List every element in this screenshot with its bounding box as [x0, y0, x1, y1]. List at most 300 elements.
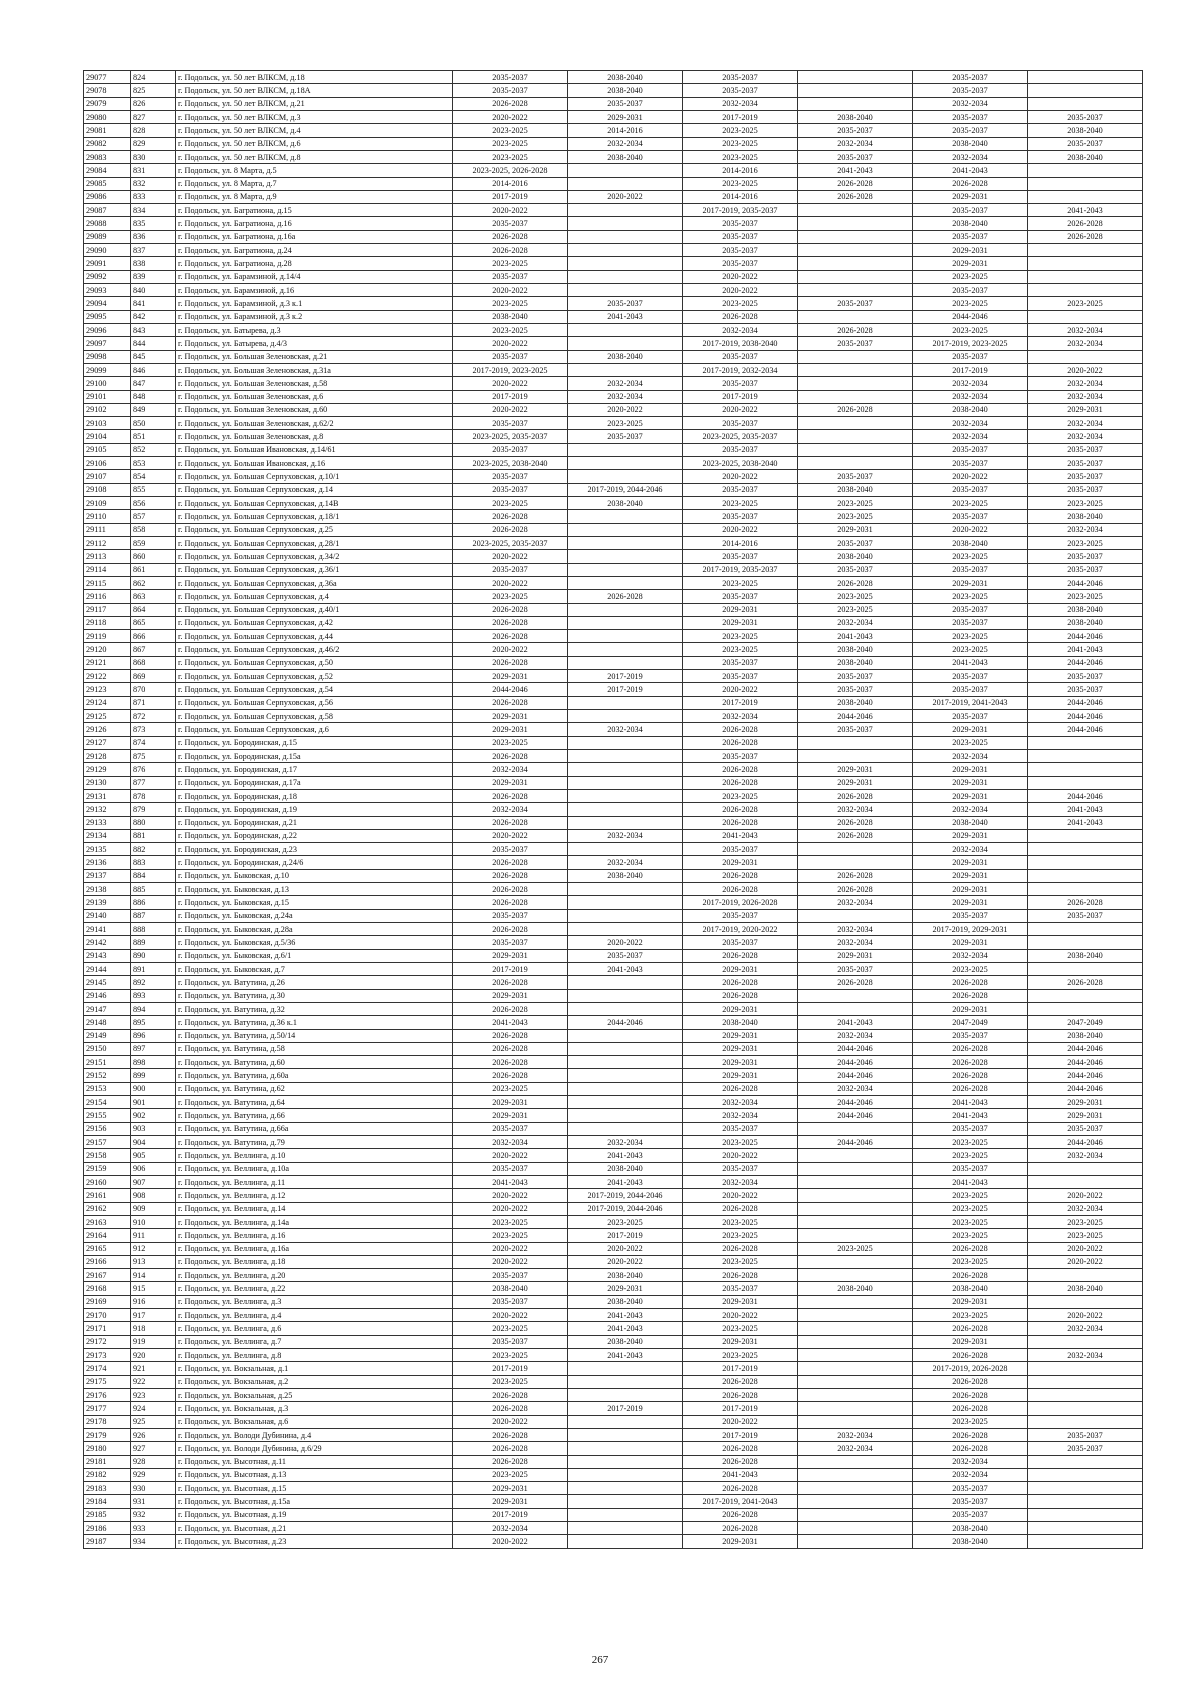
cell-period-5: 2035-2037 [913, 110, 1028, 123]
cell-period-1: 2038-2040 [453, 310, 568, 323]
cell-period-1: 2026-2028 [453, 616, 568, 629]
table-row [84, 164, 1143, 177]
cell-address: г. Подольск, ул. Ватутина, д.32 [176, 1002, 453, 1015]
cell-period-5: 2035-2037 [913, 616, 1028, 629]
table-row [84, 71, 1143, 84]
cell-period-5: 2035-2037 [913, 1482, 1028, 1495]
cell-period-6 [1028, 1508, 1143, 1521]
cell-address: г. Подольск, ул. Веллинга, д.4 [176, 1309, 453, 1322]
cell-address: г. Подольск, ул. Большая Ивановская, д.16 [176, 457, 453, 470]
cell-address: г. Подольск, ул. Барамзиной, д.14/4 [176, 270, 453, 283]
cell-period-3: 2017-2019, 2035-2037 [683, 204, 798, 217]
cell-period-1: 2026-2028 [453, 523, 568, 536]
cell-period-5: 2026-2028 [913, 1388, 1028, 1401]
cell-period-6: 2020-2022 [1028, 363, 1143, 376]
table-row [84, 403, 1143, 416]
cell-row-index: 29166 [84, 1255, 131, 1268]
cell-period-1: 2017-2019, 2023-2025 [453, 363, 568, 376]
cell-row-index: 29165 [84, 1242, 131, 1255]
table-row [84, 510, 1143, 523]
cell-period-2 [568, 1375, 683, 1388]
cell-period-3: 2026-2028 [683, 949, 798, 962]
cell-house-index: 868 [131, 656, 176, 669]
cell-period-1: 2029-2031 [453, 949, 568, 962]
cell-house-index: 900 [131, 1082, 176, 1095]
cell-period-5: 2035-2037 [913, 1029, 1028, 1042]
cell-address: г. Подольск, ул. Большая Серпуховская, д.18/1 [176, 510, 453, 523]
cell-period-5: 2020-2022 [913, 470, 1028, 483]
cell-period-3: 2020-2022 [683, 1309, 798, 1322]
cell-period-6 [1028, 1495, 1143, 1508]
cell-period-3: 2035-2037 [683, 670, 798, 683]
cell-house-index: 839 [131, 270, 176, 283]
cell-row-index: 29102 [84, 403, 131, 416]
cell-address: г. Подольск, ул. Веллинга, д.12 [176, 1189, 453, 1202]
cell-house-index: 837 [131, 244, 176, 257]
cell-address: г. Подольск, ул. Ватутина, д.30 [176, 989, 453, 1002]
cell-house-index: 877 [131, 776, 176, 789]
table-row [84, 1136, 1143, 1149]
cell-period-1: 2026-2028 [453, 976, 568, 989]
cell-period-3: 2017-2019 [683, 1428, 798, 1441]
cell-house-index: 892 [131, 976, 176, 989]
cell-period-6 [1028, 84, 1143, 97]
cell-house-index: 890 [131, 949, 176, 962]
cell-period-4: 2032-2034 [798, 896, 913, 909]
cell-row-index: 29119 [84, 630, 131, 643]
cell-period-2 [568, 803, 683, 816]
cell-period-2 [568, 923, 683, 936]
cell-row-index: 29118 [84, 616, 131, 629]
cell-period-2 [568, 1495, 683, 1508]
cell-period-1: 2041-2043 [453, 1016, 568, 1029]
cell-house-index: 933 [131, 1522, 176, 1535]
cell-period-6: 2035-2037 [1028, 1428, 1143, 1441]
cell-period-6 [1028, 1269, 1143, 1282]
cell-period-6: 2041-2043 [1028, 816, 1143, 829]
table-row [84, 457, 1143, 470]
cell-period-4 [798, 430, 913, 443]
cell-house-index: 858 [131, 523, 176, 536]
cell-period-6: 2020-2022 [1028, 1189, 1143, 1202]
cell-period-4: 2026-2028 [798, 789, 913, 802]
cell-period-2: 2041-2043 [568, 1309, 683, 1322]
cell-address: г. Подольск, ул. Веллинга, д.16а [176, 1242, 453, 1255]
cell-period-1: 2026-2028 [453, 1042, 568, 1055]
cell-period-6: 2041-2043 [1028, 803, 1143, 816]
cell-period-6: 2044-2046 [1028, 1136, 1143, 1149]
cell-row-index: 29141 [84, 923, 131, 936]
cell-period-2: 2041-2043 [568, 1349, 683, 1362]
table-row [84, 1349, 1143, 1362]
cell-period-4 [798, 230, 913, 243]
cell-period-4 [798, 270, 913, 283]
cell-address: г. Подольск, ул. Большая Серпуховская, д.6 [176, 723, 453, 736]
cell-period-6 [1028, 1468, 1143, 1481]
cell-period-2 [568, 883, 683, 896]
cell-house-index: 913 [131, 1255, 176, 1268]
cell-house-index: 895 [131, 1016, 176, 1029]
cell-house-index: 934 [131, 1535, 176, 1548]
cell-period-3: 2026-2028 [683, 1269, 798, 1282]
cell-period-2: 2017-2019 [568, 683, 683, 696]
cell-house-index: 928 [131, 1455, 176, 1468]
cell-house-index: 927 [131, 1442, 176, 1455]
cell-period-3: 2032-2034 [683, 1109, 798, 1122]
table-row [84, 909, 1143, 922]
cell-address: г. Подольск, ул. Большая Зеленовская, д.62/2 [176, 417, 453, 430]
cell-period-5: 2038-2040 [913, 137, 1028, 150]
cell-period-6: 2035-2037 [1028, 443, 1143, 456]
table-row [84, 204, 1143, 217]
cell-period-2: 2041-2043 [568, 1149, 683, 1162]
cell-address: г. Подольск, ул. Батырева, д.3 [176, 323, 453, 336]
cell-period-1: 2035-2037 [453, 1269, 568, 1282]
cell-house-index: 842 [131, 310, 176, 323]
cell-period-5: 2035-2037 [913, 443, 1028, 456]
cell-address: г. Подольск, ул. Большая Серпуховская, д.36/1 [176, 563, 453, 576]
cell-period-1: 2023-2025 [453, 137, 568, 150]
cell-period-3: 2023-2025 [683, 497, 798, 510]
cell-row-index: 29140 [84, 909, 131, 922]
cell-period-1: 2035-2037 [453, 417, 568, 430]
cell-period-6: 2035-2037 [1028, 1122, 1143, 1135]
cell-address: г. Подольск, ул. 50 лет ВЛКСМ, д.3 [176, 110, 453, 123]
cell-period-3: 2035-2037 [683, 510, 798, 523]
cell-period-2 [568, 177, 683, 190]
cell-period-1: 2032-2034 [453, 1522, 568, 1535]
cell-period-5: 2026-2028 [913, 1242, 1028, 1255]
cell-period-4: 2035-2037 [798, 536, 913, 549]
cell-row-index: 29174 [84, 1362, 131, 1375]
cell-period-5: 2035-2037 [913, 1162, 1028, 1175]
cell-period-4: 2044-2046 [798, 710, 913, 723]
cell-period-3: 2017-2019, 2032-2034 [683, 363, 798, 376]
cell-period-4: 2035-2037 [798, 962, 913, 975]
cell-period-2 [568, 749, 683, 762]
cell-period-6: 2020-2022 [1028, 1309, 1143, 1322]
cell-house-index: 832 [131, 177, 176, 190]
cell-period-5: 2035-2037 [913, 284, 1028, 297]
cell-house-index: 836 [131, 230, 176, 243]
cell-house-index: 829 [131, 137, 176, 150]
cell-period-5: 2035-2037 [913, 510, 1028, 523]
cell-house-index: 920 [131, 1349, 176, 1362]
table-row [84, 1202, 1143, 1215]
cell-period-4 [798, 1215, 913, 1228]
table-row [84, 1215, 1143, 1228]
cell-period-2 [568, 696, 683, 709]
cell-period-5: 2035-2037 [913, 230, 1028, 243]
cell-period-3: 2032-2034 [683, 323, 798, 336]
cell-house-index: 856 [131, 497, 176, 510]
table-row [84, 1508, 1143, 1521]
cell-address: г. Подольск, ул. Бородинская, д.17 [176, 763, 453, 776]
table-row [84, 749, 1143, 762]
cell-period-3: 2029-2031 [683, 856, 798, 869]
cell-period-6: 2044-2046 [1028, 1042, 1143, 1055]
cell-row-index: 29079 [84, 97, 131, 110]
cell-house-index: 854 [131, 470, 176, 483]
cell-row-index: 29156 [84, 1122, 131, 1135]
cell-row-index: 29131 [84, 789, 131, 802]
cell-house-index: 916 [131, 1295, 176, 1308]
cell-period-1: 2035-2037 [453, 71, 568, 84]
cell-period-5: 2029-2031 [913, 869, 1028, 882]
cell-period-6: 2023-2025 [1028, 1215, 1143, 1228]
cell-period-5: 2029-2031 [913, 789, 1028, 802]
cell-row-index: 29173 [84, 1349, 131, 1362]
cell-address: г. Подольск, ул. Веллинга, д.6 [176, 1322, 453, 1335]
cell-period-6: 2023-2025 [1028, 536, 1143, 549]
cell-house-index: 845 [131, 350, 176, 363]
cell-period-4 [798, 310, 913, 323]
cell-period-3: 2026-2028 [683, 1082, 798, 1095]
cell-period-3: 2035-2037 [683, 350, 798, 363]
cell-period-1: 2020-2022 [453, 403, 568, 416]
cell-period-5: 2029-2031 [913, 257, 1028, 270]
table-row [84, 1149, 1143, 1162]
cell-row-index: 29130 [84, 776, 131, 789]
cell-period-3: 2023-2025 [683, 137, 798, 150]
cell-period-2 [568, 710, 683, 723]
cell-period-1: 2035-2037 [453, 443, 568, 456]
cell-period-3: 2026-2028 [683, 1202, 798, 1215]
cell-period-3: 2035-2037 [683, 909, 798, 922]
cell-period-6 [1028, 1002, 1143, 1015]
cell-period-5: 2023-2025 [913, 1136, 1028, 1149]
cell-period-6 [1028, 177, 1143, 190]
table-row [84, 1175, 1143, 1188]
cell-period-5: 2032-2034 [913, 377, 1028, 390]
cell-period-4: 2029-2031 [798, 776, 913, 789]
cell-address: г. Подольск, ул. Быковская, д.6/1 [176, 949, 453, 962]
cell-period-5: 2035-2037 [913, 670, 1028, 683]
cell-period-6: 2023-2025 [1028, 297, 1143, 310]
cell-house-index: 908 [131, 1189, 176, 1202]
cell-address: г. Подольск, ул. Быковская, д.5/36 [176, 936, 453, 949]
cell-row-index: 29092 [84, 270, 131, 283]
cell-row-index: 29124 [84, 696, 131, 709]
table-row [84, 789, 1143, 802]
cell-house-index: 923 [131, 1388, 176, 1401]
cell-address: г. Подольск, ул. Высотная, д.19 [176, 1508, 453, 1521]
cell-period-1: 2032-2034 [453, 803, 568, 816]
cell-house-index: 921 [131, 1362, 176, 1375]
cell-period-5: 2035-2037 [913, 483, 1028, 496]
cell-period-2: 2038-2040 [568, 869, 683, 882]
cell-period-3: 2023-2025 [683, 1229, 798, 1242]
cell-house-index: 867 [131, 643, 176, 656]
cell-period-2 [568, 643, 683, 656]
cell-period-5: 2035-2037 [913, 683, 1028, 696]
cell-period-5: 2023-2025 [913, 297, 1028, 310]
cell-period-1: 2023-2025 [453, 323, 568, 336]
cell-period-2 [568, 989, 683, 1002]
cell-period-5: 2035-2037 [913, 71, 1028, 84]
cell-period-4 [798, 856, 913, 869]
cell-house-index: 878 [131, 789, 176, 802]
cell-period-5: 2023-2025 [913, 1149, 1028, 1162]
cell-period-6: 2032-2034 [1028, 1349, 1143, 1362]
schedule-table-body [84, 71, 1143, 1549]
cell-address: г. Подольск, ул. Барамзиной, д.3 к.1 [176, 297, 453, 310]
cell-row-index: 29111 [84, 523, 131, 536]
cell-address: г. Подольск, ул. Барамзиной, д.16 [176, 284, 453, 297]
cell-period-6: 2041-2043 [1028, 643, 1143, 656]
cell-period-5: 2023-2025 [913, 323, 1028, 336]
cell-period-3: 2017-2019 [683, 390, 798, 403]
cell-address: г. Подольск, ул. 50 лет ВЛКСМ, д.18 [176, 71, 453, 84]
cell-period-3: 2020-2022 [683, 284, 798, 297]
cell-period-4 [798, 1002, 913, 1015]
cell-row-index: 29109 [84, 497, 131, 510]
cell-period-2: 2032-2034 [568, 856, 683, 869]
cell-period-1: 2026-2028 [453, 510, 568, 523]
cell-period-4 [798, 1335, 913, 1348]
cell-period-6 [1028, 270, 1143, 283]
cell-period-4: 2023-2025 [798, 497, 913, 510]
cell-period-1: 2017-2019 [453, 390, 568, 403]
cell-house-index: 874 [131, 736, 176, 749]
cell-address: г. Подольск, ул. 8 Марта, д.7 [176, 177, 453, 190]
cell-period-5: 2035-2037 [913, 350, 1028, 363]
cell-address: г. Подольск, ул. Ватутина, д.26 [176, 976, 453, 989]
cell-period-6: 2044-2046 [1028, 723, 1143, 736]
table-row [84, 1402, 1143, 1415]
table-row [84, 430, 1143, 443]
cell-row-index: 29134 [84, 829, 131, 842]
cell-period-2: 2023-2025 [568, 1215, 683, 1228]
cell-period-1: 2026-2028 [453, 923, 568, 936]
cell-period-5: 2035-2037 [913, 603, 1028, 616]
cell-row-index: 29101 [84, 390, 131, 403]
cell-period-5: 2023-2025 [913, 550, 1028, 563]
table-row [84, 470, 1143, 483]
cell-period-2: 2041-2043 [568, 1175, 683, 1188]
table-row [84, 124, 1143, 137]
cell-period-2 [568, 1468, 683, 1481]
cell-period-5: 2035-2037 [913, 1495, 1028, 1508]
cell-row-index: 29113 [84, 550, 131, 563]
cell-period-5: 2032-2034 [913, 949, 1028, 962]
cell-period-6 [1028, 869, 1143, 882]
cell-house-index: 901 [131, 1096, 176, 1109]
cell-house-index: 911 [131, 1229, 176, 1242]
cell-period-5: 2035-2037 [913, 124, 1028, 137]
cell-period-5: 2029-2031 [913, 763, 1028, 776]
cell-period-6: 2044-2046 [1028, 630, 1143, 643]
cell-period-4 [798, 1229, 913, 1242]
cell-address: г. Подольск, ул. Большая Серпуховская, д.34/2 [176, 550, 453, 563]
cell-row-index: 29081 [84, 124, 131, 137]
cell-period-4: 2038-2040 [798, 1282, 913, 1295]
cell-period-1: 2020-2022 [453, 1189, 568, 1202]
cell-period-5: 2023-2025 [913, 1189, 1028, 1202]
cell-period-4: 2026-2028 [798, 816, 913, 829]
cell-period-1: 2023-2025 [453, 590, 568, 603]
cell-period-3: 2017-2019 [683, 1362, 798, 1375]
cell-period-5: 2047-2049 [913, 1016, 1028, 1029]
cell-row-index: 29091 [84, 257, 131, 270]
cell-period-5: 2032-2034 [913, 150, 1028, 163]
cell-period-1: 2026-2028 [453, 789, 568, 802]
cell-address: г. Подольск, ул. Быковская, д.13 [176, 883, 453, 896]
cell-house-index: 925 [131, 1415, 176, 1428]
cell-period-4: 2035-2037 [798, 670, 913, 683]
cell-period-6: 2044-2046 [1028, 656, 1143, 669]
cell-period-3: 2017-2019, 2026-2028 [683, 896, 798, 909]
cell-period-5: 2044-2046 [913, 310, 1028, 323]
cell-period-2: 2032-2034 [568, 377, 683, 390]
cell-period-5: 2029-2031 [913, 190, 1028, 203]
cell-period-2: 2035-2037 [568, 297, 683, 310]
cell-period-4: 2023-2025 [798, 603, 913, 616]
cell-period-3: 2026-2028 [683, 1482, 798, 1495]
cell-period-2 [568, 616, 683, 629]
cell-address: г. Подольск, ул. Ватутина, д.79 [176, 1136, 453, 1149]
cell-period-4 [798, 284, 913, 297]
cell-row-index: 29152 [84, 1069, 131, 1082]
cell-period-1: 2023-2025 [453, 1468, 568, 1481]
cell-period-1: 2014-2016 [453, 177, 568, 190]
cell-row-index: 29082 [84, 137, 131, 150]
cell-period-4 [798, 1189, 913, 1202]
cell-period-6 [1028, 923, 1143, 936]
cell-period-3: 2035-2037 [683, 230, 798, 243]
cell-period-1: 2023-2025 [453, 297, 568, 310]
cell-period-3: 2035-2037 [683, 1122, 798, 1135]
cell-period-2 [568, 230, 683, 243]
cell-period-6 [1028, 190, 1143, 203]
cell-house-index: 852 [131, 443, 176, 456]
cell-address: г. Подольск, ул. Быковская, д.24а [176, 909, 453, 922]
cell-address: г. Подольск, ул. Багратиона, д.15 [176, 204, 453, 217]
cell-period-3: 2029-2031 [683, 616, 798, 629]
cell-address: г. Подольск, ул. Быковская, д.15 [176, 896, 453, 909]
cell-period-1: 2026-2028 [453, 603, 568, 616]
cell-row-index: 29122 [84, 670, 131, 683]
table-row [84, 1069, 1143, 1082]
cell-period-1: 2023-2025 [453, 1215, 568, 1228]
cell-period-3: 2023-2025 [683, 297, 798, 310]
cell-period-3: 2029-2031 [683, 1295, 798, 1308]
cell-period-6: 2047-2049 [1028, 1016, 1143, 1029]
cell-period-4: 2029-2031 [798, 763, 913, 776]
cell-period-2: 2020-2022 [568, 1255, 683, 1268]
cell-address: г. Подольск, ул. Высотная, д.15а [176, 1495, 453, 1508]
table-row [84, 1042, 1143, 1055]
cell-period-5: 2026-2028 [913, 976, 1028, 989]
cell-period-6 [1028, 856, 1143, 869]
cell-row-index: 29094 [84, 297, 131, 310]
cell-period-5: 2026-2028 [913, 1442, 1028, 1455]
cell-period-1: 2020-2022 [453, 643, 568, 656]
cell-period-5: 2029-2031 [913, 829, 1028, 842]
cell-period-4: 2023-2025 [798, 510, 913, 523]
cell-period-2 [568, 1428, 683, 1441]
cell-period-3: 2026-2028 [683, 736, 798, 749]
cell-address: г. Подольск, ул. Бородинская, д.22 [176, 829, 453, 842]
cell-period-1: 2044-2046 [453, 683, 568, 696]
cell-house-index: 859 [131, 536, 176, 549]
cell-period-4 [798, 1402, 913, 1415]
table-row [84, 257, 1143, 270]
cell-period-3: 2029-2031 [683, 1535, 798, 1548]
cell-house-index: 863 [131, 590, 176, 603]
cell-period-1: 2026-2028 [453, 1002, 568, 1015]
cell-period-5: 2023-2025 [913, 630, 1028, 643]
